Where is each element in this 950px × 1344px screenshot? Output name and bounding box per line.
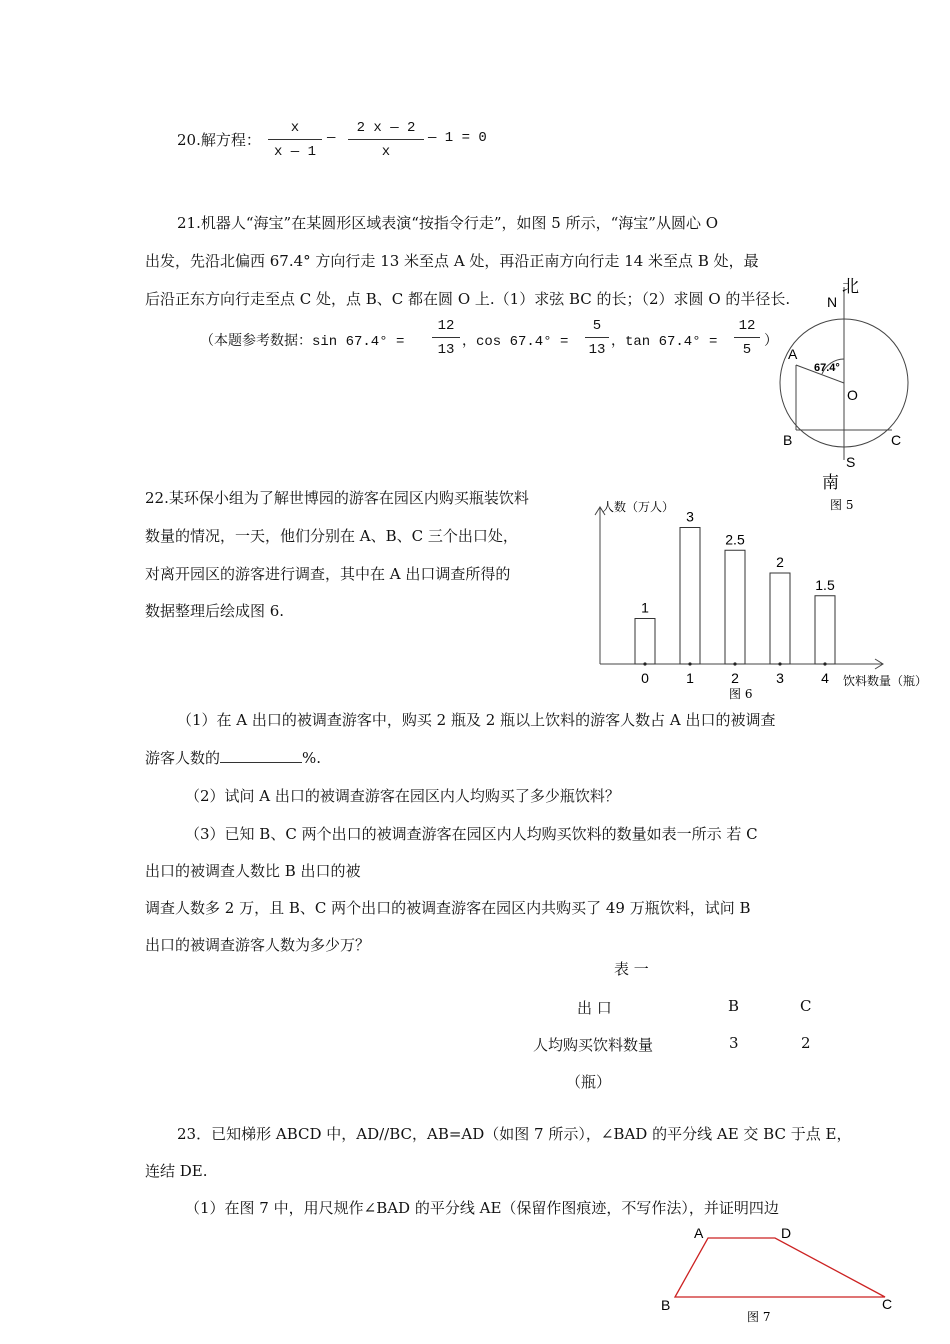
fig7-point-c: C: [882, 1296, 893, 1312]
chart-value-label-0: 1: [641, 599, 649, 616]
q22-part2: （2）试问 A 出口的被调查游客在园区内人均购买了多少瓶饮料？: [185, 787, 620, 805]
fig5-south-cn: 南: [822, 473, 839, 492]
fig7-point-a: A: [694, 1225, 704, 1241]
q21-cos-label: ，cos 67.4° =: [462, 334, 569, 350]
figure-7: [655, 1222, 905, 1332]
q20-frac1-denominator: x — 1: [273, 144, 316, 160]
chart-bar-1: [680, 528, 700, 665]
sin-denominator: 13: [437, 342, 455, 358]
q23-line-2: 连结 DE.: [145, 1162, 208, 1180]
table1-header-label: 出 口: [577, 999, 612, 1017]
fig7-caption: 图 7: [747, 1310, 771, 1324]
q21-ref-close: ）: [764, 334, 778, 350]
q21-sin-fraction: [432, 318, 460, 358]
q21-line-2: 出发，先沿北偏西 67.4° 方向行走 13 米至点 A 处，再沿正南方向行走 14 米至点 B 处，最: [145, 252, 759, 270]
q22-part1-line-b: [145, 747, 321, 768]
fig7-point-d: D: [781, 1225, 792, 1241]
chart-tick-label-3: 3: [776, 670, 784, 686]
chart-value-label-3: 2: [776, 554, 784, 570]
q20-frac1-numerator: x: [268, 120, 322, 140]
q22-part1-prefix: 游客人数的: [145, 749, 221, 767]
fig5-point-c: C: [891, 432, 902, 448]
q22-part3-line-c: 调查人数多 2 万，且 B、C 两个出口的被调查游客在园区内共购买了 49 万瓶饮料，试问 B: [145, 899, 751, 917]
fig5-angle-label: 67.4°: [814, 362, 840, 374]
q20-fraction-2: [348, 120, 424, 160]
fig7-point-b: B: [661, 1297, 671, 1313]
chart-tick-mark-2: [733, 662, 736, 665]
q21-ref-open: （本题参考数据：sin 67.4° =: [200, 334, 405, 350]
figure-5: [770, 275, 940, 515]
q22-line-1: 22.某环保小组为了解世博园的游客在园区内购买瓶装饮料: [145, 489, 529, 507]
chart-tick-mark-1: [688, 662, 691, 665]
chart-bar-3: [770, 573, 790, 664]
q20-frac2-denominator: x: [381, 144, 391, 160]
q21-line-1: 21.机器人“海宝”在某圆形区域表演“按指令行走”，如图 5 所示，“海宝”从圆心 O: [177, 214, 719, 232]
q21-cos-fraction: [585, 318, 609, 358]
q22-part3-line-a: （3）已知 B、C 两个出口的被调查游客在园区内人均购买饮料的数量如表一所示 若 C: [185, 825, 758, 843]
chart-tick-label-2: 2: [731, 670, 739, 686]
chart-tick-mark-0: [643, 662, 646, 665]
q22-part1-line-a: （1）在 A 出口的被调查游客中，购买 2 瓶及 2 瓶以上饮料的游客人数占 A 出口的被调查: [177, 711, 776, 729]
fig5-point-o: O: [847, 387, 858, 403]
tan-denominator: 5: [742, 342, 752, 358]
chart-value-label-1: 3: [686, 508, 694, 525]
chart-tick-mark-4: [823, 662, 826, 665]
chart-tick-label-4: 4: [821, 670, 829, 686]
q22-part3-line-d: 出口的被调查游客人数为多少万？: [145, 936, 371, 954]
table1-title: 表 一: [614, 960, 649, 978]
fig7-trapezoid: [675, 1238, 885, 1297]
cos-numerator: 5: [585, 318, 609, 338]
q22-part3-line-b: 出口的被调查人数比 B 出口的被: [145, 862, 361, 880]
q22-part1-suffix: %.: [302, 749, 322, 767]
chart-bar-4: [815, 596, 835, 664]
q21-line-3: 后沿正东方向行走至点 C 处，点 B、C 都在圆 O 上.（1）求弦 BC 的长；（2）求圆 O 的半径长.: [145, 290, 791, 308]
chart-caption: 图 6: [729, 687, 753, 701]
table1-unit: （瓶）: [566, 1073, 612, 1091]
answer-blank[interactable]: [220, 748, 302, 763]
fig5-north: N: [827, 294, 838, 310]
q22-line-3: 对离开园区的游客进行调查，其中在 A 出口调查所得的: [145, 565, 511, 583]
table1-row-label: 人均购买饮料数量: [533, 1036, 654, 1054]
chart-tick-mark-3: [778, 662, 781, 665]
fig5-south: S: [846, 454, 856, 470]
q22-line-4: 数据整理后绘成图 6.: [145, 602, 285, 620]
fig5-north-cn: 北: [842, 277, 859, 296]
chart-tick-label-1: 1: [686, 670, 694, 686]
q20-minus: —: [327, 130, 336, 146]
chart-bar-2: [725, 550, 745, 664]
q21-tan-label: ，tan 67.4° =: [611, 334, 718, 350]
table1-row-c: 2: [801, 1034, 811, 1052]
fig5-point-b: B: [783, 432, 793, 448]
q23-line-1: 23．已知梯形 ABCD 中，AD//BC，AB=AD（如图 7 所示），∠BAD 的平分线 AE 交 BC 于点 E，: [177, 1125, 852, 1143]
q21-tan-fraction: [734, 318, 760, 358]
q20-tail: — 1 = 0: [428, 130, 487, 146]
q20-frac2-numerator: 2 x — 2: [348, 120, 424, 140]
q22-line-2: 数量的情况，一天，他们分别在 A、B、C 三个出口处，: [145, 527, 518, 545]
q23-line-3: （1）在图 7 中，用尺规作∠BAD 的平分线 AE（保留作图痕迹，不写作法），并证明四边: [185, 1199, 779, 1217]
chart-value-label-2: 2.5: [725, 531, 745, 548]
chart-y-label: 人数（万人）: [602, 500, 675, 514]
chart-tick-label-0: 0: [641, 670, 649, 686]
chart-x-label: 饮料数量（瓶）: [843, 674, 928, 688]
tan-numerator: 12: [734, 318, 760, 338]
cos-denominator: 13: [588, 342, 606, 358]
chart-value-label-4: 1.5: [815, 576, 835, 593]
table1-header-b: B: [728, 997, 740, 1015]
fig5-caption: 图 5: [830, 498, 854, 512]
table1-row-b: 3: [729, 1034, 739, 1052]
chart-bar-0: [635, 619, 655, 665]
sin-numerator: 12: [432, 318, 460, 338]
table1-header-c: C: [800, 997, 812, 1015]
q20-fraction-1: [268, 120, 322, 160]
q20-label: 20.解方程：: [177, 131, 261, 149]
figure-6-chart: [585, 493, 945, 705]
fig5-point-a: A: [788, 346, 798, 362]
